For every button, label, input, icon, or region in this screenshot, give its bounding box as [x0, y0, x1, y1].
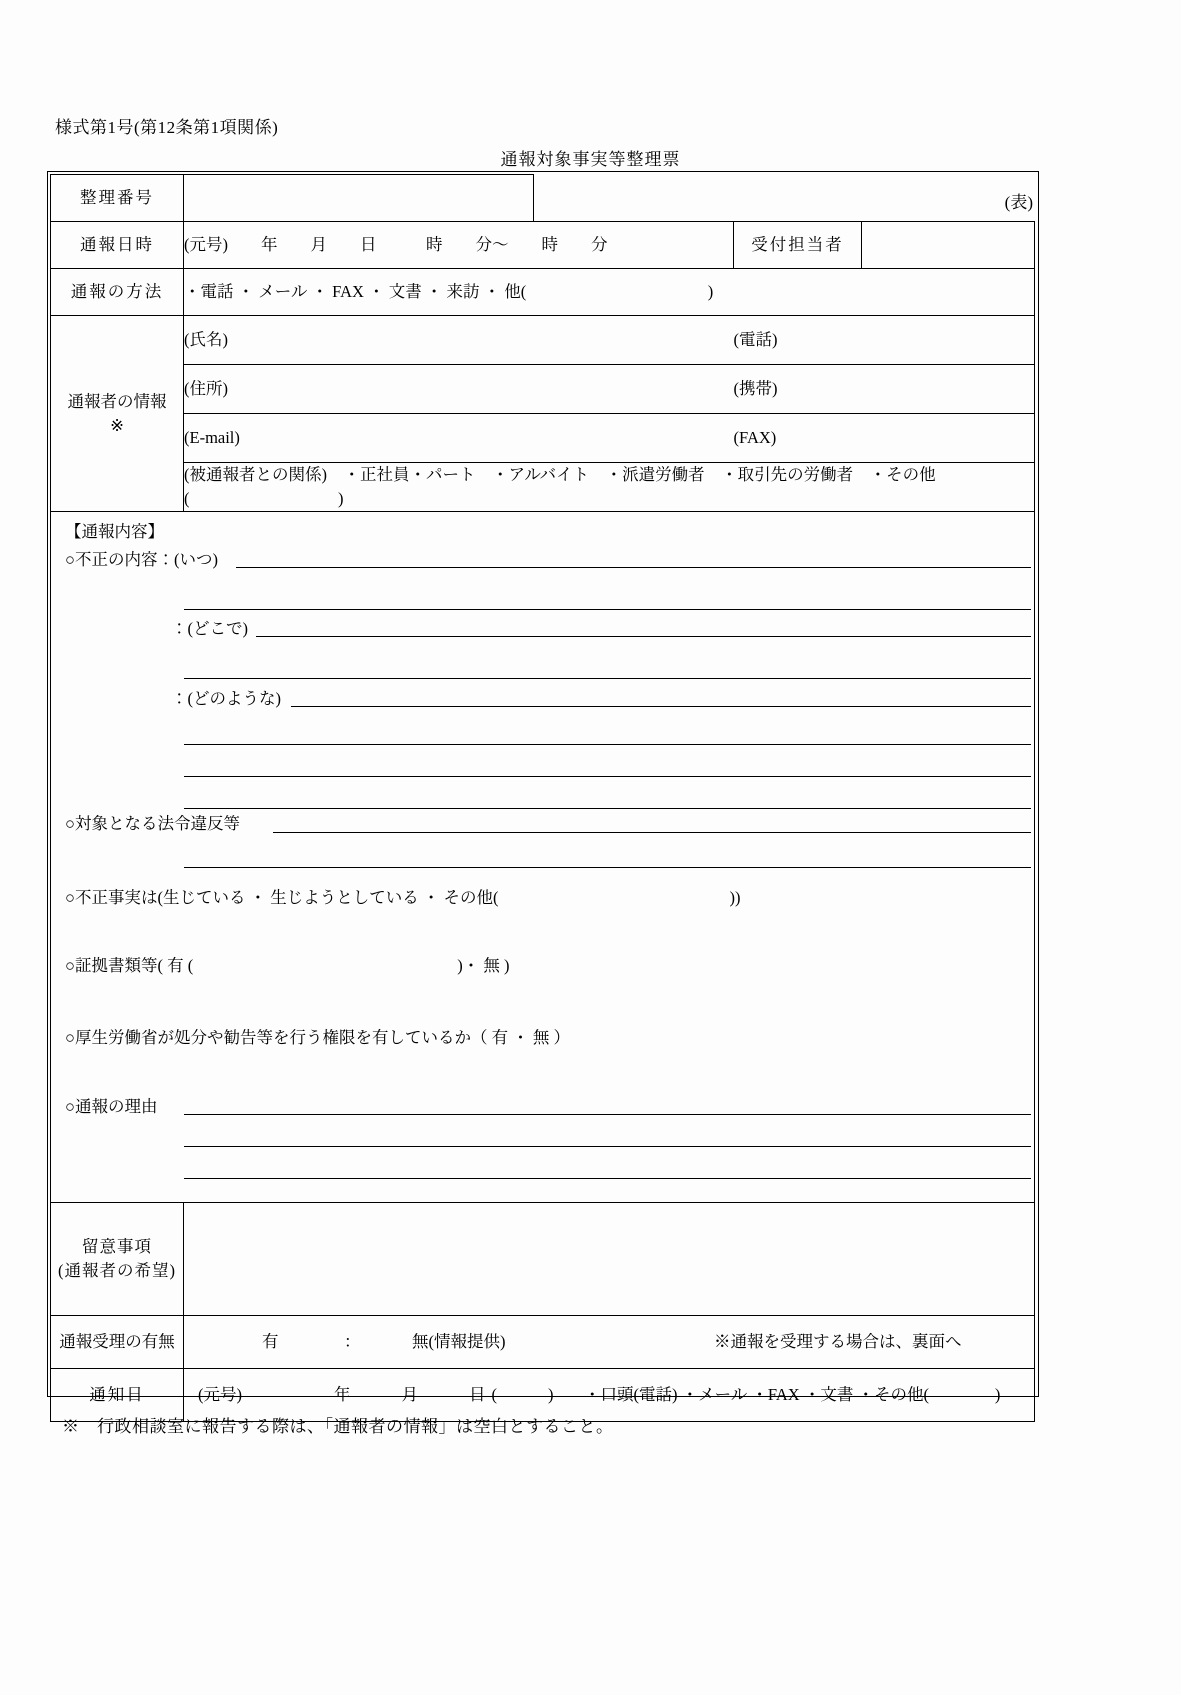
fact-status-options[interactable]: ○不正事実は(生じている ・ 生じようとしている ・ その他( )) [65, 888, 741, 907]
informant-name-field[interactable]: (氏名) [184, 316, 734, 365]
acceptance-separator: ： [344, 1332, 361, 1352]
table-row [51, 463, 1035, 512]
write-line[interactable] [184, 609, 1031, 610]
document-title: 通報対象事実等整理票 [500, 150, 681, 169]
write-line[interactable] [184, 867, 1031, 868]
reference-number-label: 整理番号 [51, 175, 184, 222]
notify-method-options[interactable]: ・口頭(電話) ・メール ・FAX ・文書 ・その他( ) [584, 1385, 1001, 1405]
report-content-cell [51, 512, 1035, 1203]
notify-era-label[interactable]: (元号) [198, 1385, 242, 1405]
notify-date-label: 通知日 [51, 1369, 184, 1422]
wrongdoing-how-label: ：(どのような) [171, 689, 281, 708]
table-row [51, 269, 1035, 316]
table-row [51, 222, 1035, 269]
write-line[interactable] [236, 567, 1031, 568]
evidence-options[interactable]: ○証拠書類等( 有 ( )・ 無 ) [65, 956, 510, 975]
write-line[interactable] [256, 636, 1031, 637]
write-line[interactable] [184, 1114, 1031, 1115]
authority-options[interactable]: ○厚生労働省が処分や勧告等を行う権限を有しているか（ 有 ・ 無 ） [65, 1028, 570, 1047]
remarks-label-line2: (通報者の希望) [58, 1261, 176, 1280]
receiver-input[interactable] [862, 222, 1035, 269]
report-reason-label: ○通報の理由 [65, 1097, 158, 1116]
informant-relationship-options[interactable]: (被通報者との関係) ・正社員・パート ・アルバイト ・派遣労働者 ・取引先の労働者 ・その他( ) [184, 463, 1035, 512]
report-datetime-label: 通報日時 [51, 222, 184, 269]
report-method-label: 通報の方法 [51, 269, 184, 316]
notify-ymd-fields[interactable]: 年 月 日( ) [334, 1385, 560, 1405]
acceptance-no-option[interactable]: 無(情報提供) [412, 1332, 506, 1352]
reference-number-input[interactable] [184, 175, 534, 222]
report-method-options[interactable]: ・電話 ・ メール ・ FAX ・ 文書 ・ 来訪 ・ 他( ) [184, 269, 1035, 316]
law-violation-label: ○対象となる法令違反等 [65, 814, 240, 833]
table-row [51, 175, 1035, 222]
write-line[interactable] [184, 744, 1031, 745]
table-row [51, 512, 1035, 1203]
write-line[interactable] [273, 832, 1031, 833]
informant-info-label-line2: ※ [110, 415, 124, 435]
remarks-label [51, 1203, 184, 1316]
form-code: 様式第1号(第12条第1項関係) [55, 118, 279, 137]
page-side-note: (表) [1004, 193, 1033, 212]
write-line[interactable] [291, 706, 1031, 707]
report-content-heading: 【通報内容】 [65, 522, 164, 541]
table-row [51, 1316, 1035, 1369]
write-line[interactable] [184, 1178, 1031, 1179]
write-line[interactable] [184, 1146, 1031, 1147]
informant-info-label-line1: 通報者の情報 [67, 391, 167, 411]
informant-email-field[interactable]: (E-mail) [184, 414, 734, 463]
informant-address-field[interactable]: (住所) [184, 365, 734, 414]
acceptance-options-cell [184, 1316, 1035, 1369]
informant-phone-field[interactable]: (電話) [734, 316, 1035, 365]
informant-mobile-field[interactable]: (携帯) [734, 365, 1035, 414]
wrongdoing-when-label: ○不正の内容：(いつ) [65, 550, 218, 569]
informant-info-label [51, 316, 184, 512]
table-row [51, 1203, 1035, 1316]
informant-fax-field[interactable]: (FAX) [734, 414, 1035, 463]
write-line[interactable] [184, 808, 1031, 809]
acceptance-yes-option[interactable]: 有 [262, 1332, 279, 1352]
report-datetime-value[interactable]: (元号) 年 月 日 時 分〜 時 分 [184, 222, 734, 269]
acceptance-label: 通報受理の有無 [51, 1316, 184, 1369]
table-row [51, 316, 1035, 365]
remarks-label-line1: 留意事項 [82, 1237, 152, 1257]
receiver-label: 受付担当者 [734, 222, 862, 269]
table-row [51, 414, 1035, 463]
write-line[interactable] [184, 678, 1031, 679]
reference-number-gap [534, 175, 1035, 222]
wrongdoing-where-label: ：(どこで) [171, 619, 248, 638]
table-row [51, 365, 1035, 414]
remarks-input[interactable] [184, 1203, 1035, 1316]
footer-note: ※ 行政相談室に報告する際は、「通報者の情報」は空白とすること。 [62, 1417, 614, 1436]
main-form-table [50, 174, 1035, 1422]
acceptance-note: ※通報を受理する場合は、裏面へ [714, 1332, 962, 1352]
write-line[interactable] [184, 776, 1031, 777]
report-content-inner [51, 512, 1034, 1202]
